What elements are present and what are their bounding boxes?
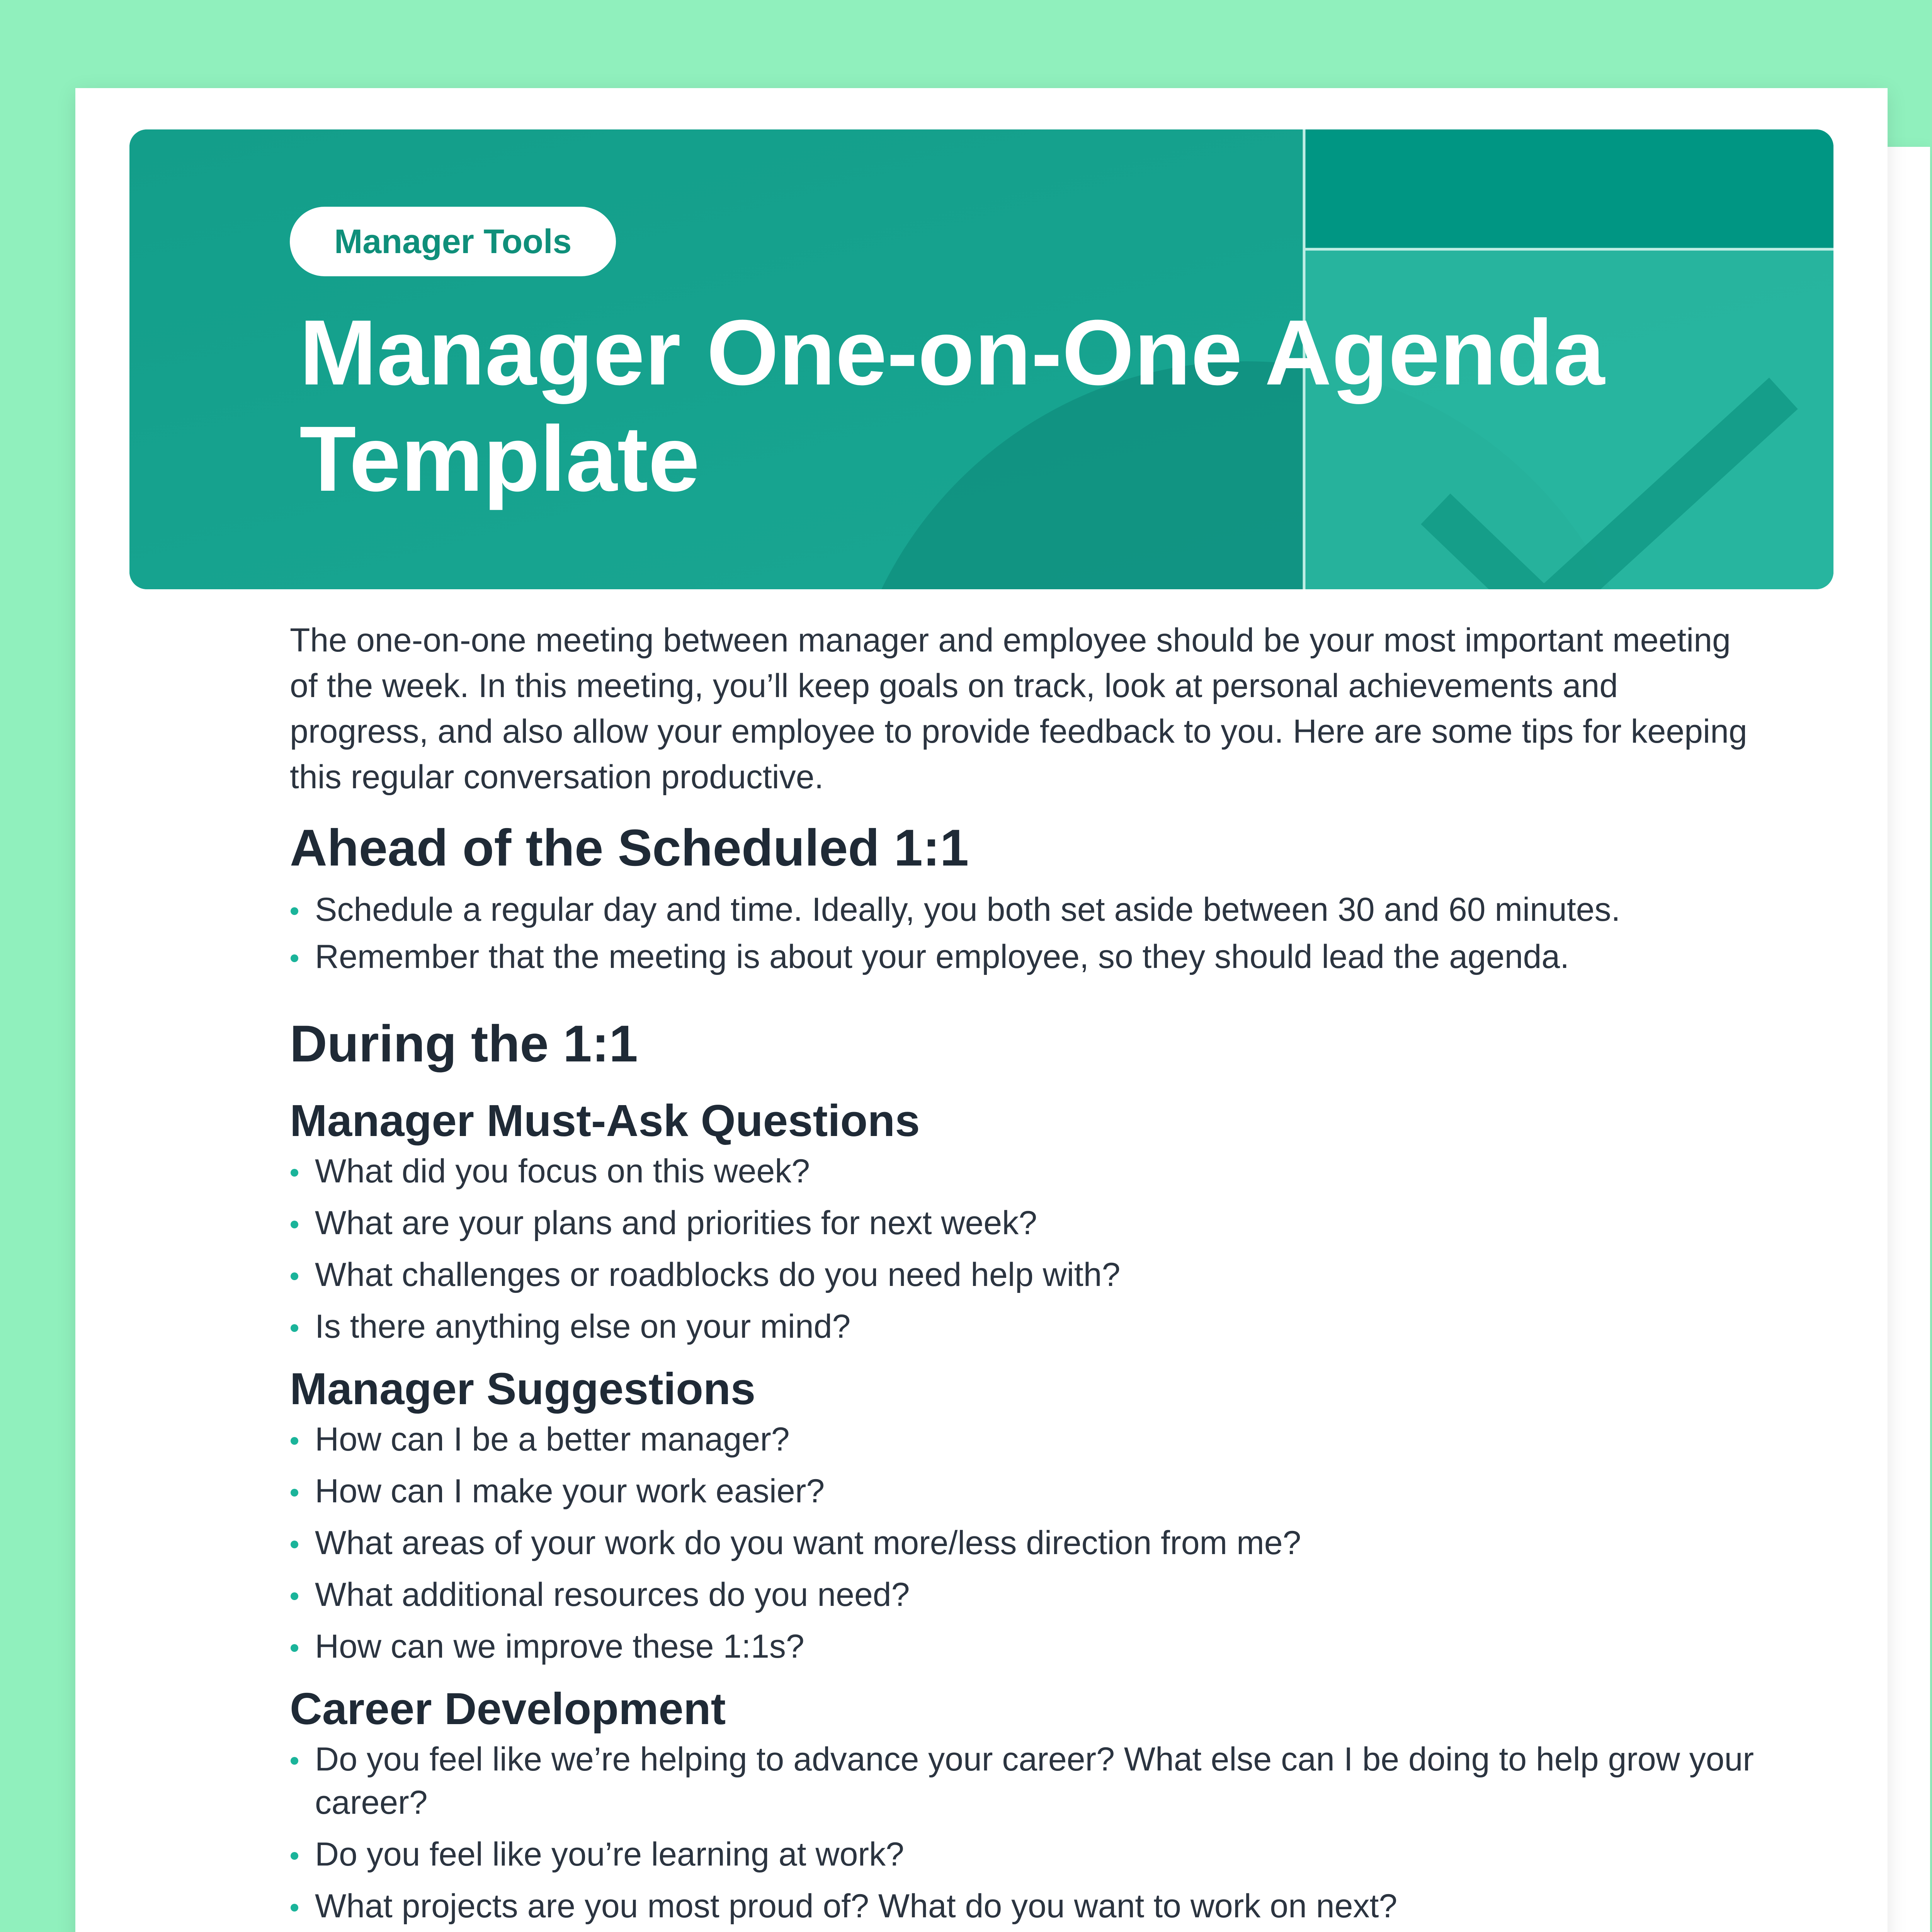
must-ask-list [290,1150,1758,1348]
subheading-suggestions: Manager Suggestions [290,1364,756,1414]
document-page [75,88,1888,1932]
section-heading-ahead: Ahead of the Scheduled 1:1 [290,819,969,877]
subheading-must-ask: Manager Must-Ask Questions [290,1095,920,1146]
header-banner [129,129,1833,589]
page-title: Manager One-on-One Agenda Template [299,301,1605,510]
list-item: What areas of your work do you want more/less direction from me? [290,1521,1758,1565]
list-item: Is there anything else on your mind? [290,1305,1758,1348]
career-list [290,1738,1758,1932]
list-item: How can I make your work easier? [290,1469,1758,1513]
list-item: What projects are you most proud of? What do you want to work on next? [290,1884,1758,1928]
intro-paragraph: The one-on-one meeting between manager and employee should be your most important meeting of the week. In this meeting, you’ll keep goals on track, look at personal achievements and progress, and also allow your employee to provide feedback to you. Here are some tips for keeping this regular conversation productive. [290,622,1747,796]
list-item: What challenges or roadblocks do you need help with? [290,1253,1758,1296]
section-heading-during: During the 1:1 [290,1015,638,1073]
list-item: Do you feel like we’re helping to advance your career? What else can I be doing to help grow your career? [290,1738,1758,1824]
category-tag: Manager Tools [290,207,616,276]
document-body [290,617,1758,1932]
list-item: Schedule a regular day and time. Ideally, you both set aside between 30 and 60 minutes. [290,888,1758,931]
list-item: Do you feel like you’re learning at work? [290,1833,1758,1876]
ahead-list [290,888,1758,978]
list-item: How can we improve these 1:1s? [290,1625,1758,1668]
list-item: Remember that the meeting is about your employee, so they should lead the agenda. [290,935,1758,978]
list-item: How can I be a better manager? [290,1418,1758,1461]
suggestions-list [290,1418,1758,1668]
list-item: What additional resources do you need? [290,1573,1758,1616]
list-item: What are your plans and priorities for next week? [290,1201,1758,1245]
list-item: What did you focus on this week? [290,1150,1758,1193]
subheading-career: Career Development [290,1684,726,1734]
